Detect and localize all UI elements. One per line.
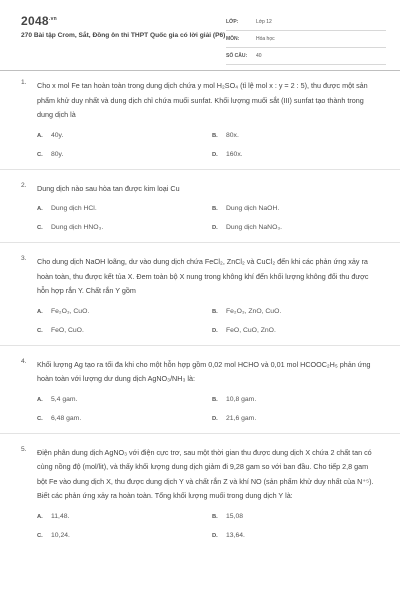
option-text: 10,24. — [51, 531, 70, 539]
option-text: 6,48 gam. — [51, 414, 82, 422]
option-a[interactable] — [37, 132, 212, 139]
page-header — [0, 0, 400, 70]
question-divider — [0, 433, 400, 434]
question-2 — [0, 182, 400, 232]
logo-text: 2048 — [21, 14, 49, 28]
option-a[interactable] — [37, 205, 212, 212]
meta-class-row — [226, 14, 386, 31]
option-label: A. — [37, 206, 43, 212]
option-c[interactable] — [37, 327, 212, 334]
option-b[interactable] — [212, 396, 387, 403]
option-d[interactable] — [212, 327, 387, 334]
option-text: 5,4 gam. — [51, 395, 78, 403]
option-text: Dung dịch HCl. — [51, 205, 97, 212]
option-list — [37, 396, 380, 422]
option-c[interactable] — [37, 532, 212, 539]
option-label: D. — [212, 327, 218, 334]
option-label: C. — [37, 415, 43, 422]
meta-class-value: Lớp 12 — [256, 19, 272, 25]
option-c[interactable] — [37, 415, 212, 422]
question-text: Điện phân dung dịch AgNO₃ với điện cực trơ, sau một thời gian thu được dung dịch X chứa 2 chất tan có cùng nồng độ (mol/lit), và thấy khối lượng dung dịch giảm đi 9,28 gam so với ban đầu. Cho tiếp 2,8 gam bột Fe vào dung dịch X, thu được dung dịch Y và chất rắn Z và khí NO (sản phẩm khử duy nhất của N⁺⁵). Biết các phản ứng xảy ra hoàn toàn. Tổng khối lượng muối trong dung dịch Y là: — [37, 447, 374, 500]
option-label: D. — [212, 532, 218, 539]
meta-subject-value: Hóa học — [256, 36, 275, 42]
option-list — [37, 132, 380, 158]
option-label: B. — [212, 308, 218, 315]
option-label: D. — [212, 225, 218, 231]
meta-subject-row — [226, 31, 386, 48]
option-b[interactable] — [212, 513, 387, 520]
question-number: 5. — [21, 445, 27, 453]
option-b[interactable] — [212, 132, 387, 139]
option-label: A. — [37, 132, 43, 139]
option-c[interactable] — [37, 151, 212, 158]
option-label: A. — [37, 396, 43, 403]
option-text: 13,64. — [226, 531, 245, 539]
option-text: 21,6 gam. — [226, 414, 257, 422]
question-divider — [0, 242, 400, 243]
page-title: 270 Bài tập Crom, Sắt, Đồng ôn thi THPT Quốc gia có lời giải (P6) — [21, 32, 226, 39]
question-number: 1. — [21, 79, 27, 86]
option-text: Dung dịch HNO₃. — [51, 224, 104, 231]
option-label: B. — [212, 132, 218, 139]
option-label: D. — [212, 151, 218, 158]
question-3 — [0, 255, 400, 334]
option-text: 15,08 — [226, 512, 244, 520]
option-a[interactable] — [37, 396, 212, 403]
question-divider — [0, 169, 400, 170]
option-text: Dung dịch NaNO₃. — [226, 224, 283, 231]
option-list — [37, 205, 380, 231]
option-text: 80y. — [51, 150, 64, 158]
meta-count-label: SỐ CÂU: — [226, 53, 248, 59]
option-b[interactable] — [212, 205, 387, 212]
option-label: C. — [37, 327, 43, 334]
question-list — [0, 79, 400, 539]
option-text: Fe₂O₃, CuO. — [51, 307, 90, 315]
option-label: A. — [37, 513, 43, 520]
option-list — [37, 308, 380, 334]
option-text: 10,8 gam. — [226, 395, 257, 403]
option-text: 160x. — [226, 150, 243, 158]
meta-count-value: 40 — [256, 53, 262, 59]
option-label: B. — [212, 206, 218, 212]
option-text: 40y. — [51, 131, 64, 139]
logo-suffix: .vn — [48, 16, 58, 22]
option-text: Fe₂O₃, ZnO, CuO. — [226, 307, 282, 315]
question-5 — [0, 446, 400, 539]
option-text: 11,48. — [51, 512, 70, 520]
meta-count-row — [226, 48, 386, 65]
question-number: 3. — [21, 255, 27, 262]
option-list — [37, 513, 380, 539]
option-label: A. — [37, 308, 43, 315]
option-text: Dung dịch NaOH. — [226, 205, 280, 212]
meta-panel — [226, 14, 386, 65]
question-text: Dung dịch nào sau hòa tan được kim loại Cu — [37, 183, 180, 193]
site-logo[interactable] — [21, 14, 57, 28]
question-text: Cho dung dịch NaOH loãng, dư vào dung dịch chứa FeCl₂, ZnCl₂ và CuCl₂ đến khi các phản ứng xảy ra hoàn toàn, thu được kết tủa X. Đem toàn bộ X nung trong không khí đến khối lượng không đổi thu được hỗn hợp rắn Y. Chất rắn Y gồm — [37, 257, 369, 295]
option-label: C. — [37, 151, 43, 158]
option-label: C. — [37, 225, 43, 231]
option-a[interactable] — [37, 513, 212, 520]
question-number: 4. — [21, 357, 27, 365]
option-label: D. — [212, 415, 218, 422]
option-d[interactable] — [212, 532, 387, 539]
option-d[interactable] — [212, 415, 387, 422]
option-label: B. — [212, 513, 218, 520]
question-text: Khối lượng Ag tạo ra tối đa khi cho một hỗn hợp gồm 0,02 mol HCHO và 0,01 mol HCOOC₂H₅ phản ứng hoàn toàn với lượng dư dung dịch AgNO₃/NH₃ là: — [37, 359, 371, 383]
option-d[interactable] — [212, 224, 387, 231]
question-4 — [0, 358, 400, 422]
option-text: FeO, CuO, ZnO. — [226, 326, 276, 334]
option-d[interactable] — [212, 151, 387, 158]
meta-class-label: LỚP: — [226, 19, 239, 25]
option-label: B. — [212, 396, 218, 403]
option-c[interactable] — [37, 224, 212, 231]
option-text: 80x. — [226, 131, 239, 139]
question-divider — [0, 345, 400, 346]
option-label: C. — [37, 532, 43, 539]
option-a[interactable] — [37, 308, 212, 315]
question-1 — [0, 79, 400, 158]
header-divider — [0, 70, 400, 71]
question-text: Cho x mol Fe tan hoàn toàn trong dung dịch chứa y mol H₂SO₄ (tỉ lệ mol x : y = 2 : 5), thu được một sản phẩm khử duy nhất và dung dịch chỉ chứa muối sunfat. Khối lượng muối sắt (III) sunfat tạo thành trong dung dịch là — [37, 81, 368, 119]
question-number: 2. — [21, 181, 27, 189]
meta-subject-label: MÔN: — [226, 36, 240, 42]
option-text: FeO, CuO. — [51, 326, 84, 334]
option-b[interactable] — [212, 308, 387, 315]
